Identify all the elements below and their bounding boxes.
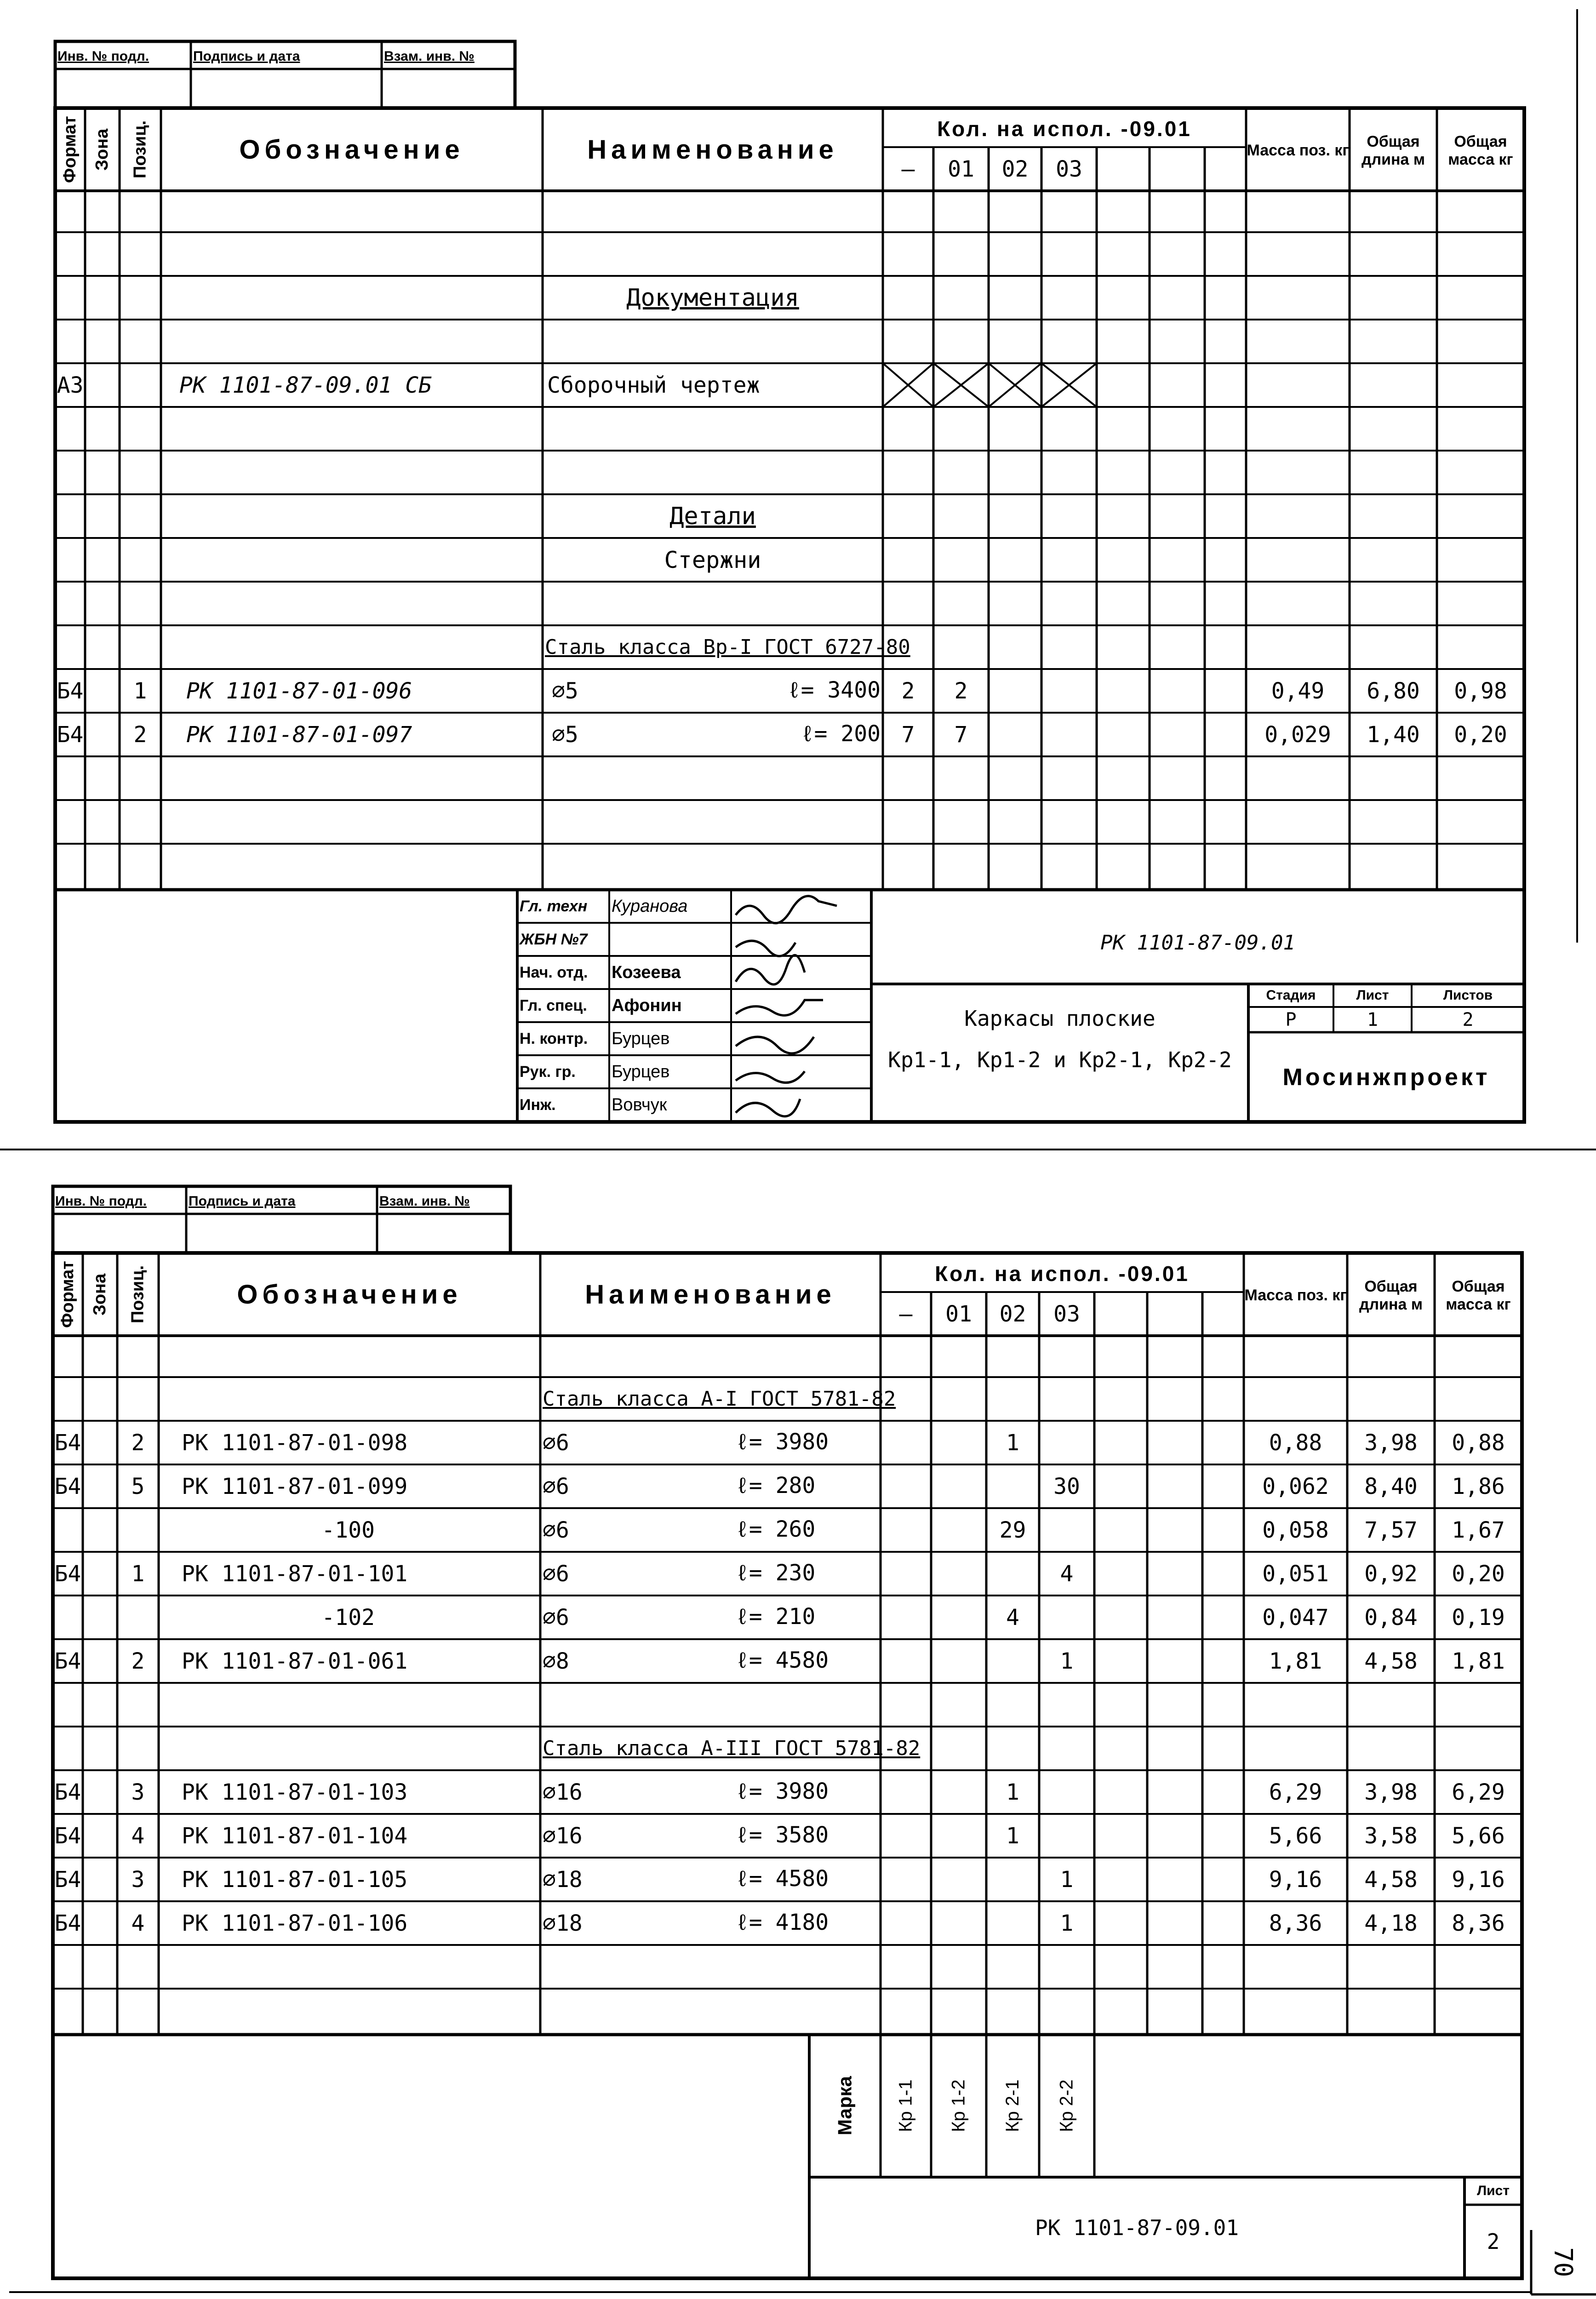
header-naimenovanie: Наименование	[585, 1279, 836, 1310]
section-documentation: Документация	[626, 284, 799, 312]
signer-name	[612, 923, 731, 956]
row-obmassa: 1,86	[1452, 1473, 1505, 1499]
row-length: ℓ= 3980	[736, 1429, 829, 1455]
row-obmassa: 0,19	[1452, 1604, 1505, 1630]
header-obmassa: Общая масса кг	[1448, 132, 1513, 168]
row-obmassa: 0,20	[1452, 1561, 1505, 1587]
header-oboznachenie: Обозначение	[239, 134, 464, 165]
row-length: ℓ= 260	[736, 1516, 816, 1542]
row-massa: 0,051	[1262, 1561, 1329, 1587]
row-massa: 8,36	[1269, 1910, 1322, 1936]
row-code: РК 1101-87-01-103	[182, 1779, 408, 1805]
row-format: Б4	[57, 678, 84, 704]
row-length: ℓ= 4580	[736, 1647, 829, 1673]
row-poz	[117, 1596, 159, 1639]
row-length: ℓ= 4180	[736, 1910, 829, 1935]
stamp-podpis-label: Подпись и дата	[193, 48, 300, 64]
row-qty-03: 30	[1053, 1473, 1080, 1499]
header-naimenovanie: Наименование	[587, 134, 838, 165]
header-poz: Позиц.	[130, 120, 150, 179]
row-name: ⌀8	[543, 1648, 569, 1674]
row-name: ⌀16	[543, 1823, 583, 1849]
row-poz: 3	[131, 1779, 145, 1805]
list-value: 2	[1487, 2229, 1500, 2254]
row-qty-02: 29	[999, 1517, 1026, 1543]
row-name: ⌀6	[543, 1430, 569, 1456]
row-code: -102	[321, 1604, 375, 1630]
row-dlina: 4,18	[1364, 1910, 1418, 1936]
row-qty-03	[1039, 1508, 1094, 1552]
row-dlina: 3,98	[1364, 1779, 1418, 1805]
header-format: Формат	[60, 116, 80, 183]
list-value: 1	[1367, 1009, 1379, 1030]
row-name: ⌀16	[543, 1779, 583, 1805]
row-length: ℓ= 4580	[736, 1866, 829, 1892]
row-code: РК 1101-87-01-061	[182, 1648, 408, 1674]
header-massa: Масса поз. кг	[1244, 1287, 1347, 1304]
page-number: 70	[1549, 2247, 1578, 2277]
listov-value: 2	[1462, 1009, 1474, 1030]
row-poz: 1	[133, 678, 147, 704]
row-dlina: 0,84	[1364, 1604, 1418, 1630]
row-qty-03: 4	[1060, 1561, 1074, 1587]
stamp-vzam-label: Взам. инв. №	[379, 1193, 470, 1209]
row-obmassa: 1,81	[1452, 1648, 1505, 1674]
header-col-02: 02	[999, 1301, 1026, 1327]
row-a3-format: А3	[57, 372, 84, 398]
row-format: Б4	[54, 1779, 81, 1805]
row-poz: 1	[131, 1561, 145, 1587]
header-col-03: 03	[1056, 156, 1082, 182]
row-name: ⌀5	[552, 678, 578, 704]
header-kol-title: Кол. на испол. -09.01	[937, 117, 1192, 141]
row-name: ⌀5	[552, 721, 578, 748]
row-format	[53, 1508, 83, 1552]
row-qty-base: 7	[901, 721, 915, 748]
header-massa: Масса поз. кг	[1247, 142, 1349, 159]
header-obmassa: Общая масса кг	[1446, 1277, 1511, 1313]
row-dlina: 7,57	[1364, 1517, 1418, 1543]
row-massa: 0,029	[1264, 721, 1331, 748]
row-qty-02: 1	[1006, 1823, 1019, 1849]
row-length: ℓ= 3580	[736, 1822, 829, 1848]
row-format: Б4	[54, 1866, 81, 1893]
row-format: Б4	[54, 1430, 81, 1456]
row-qty-02: 4	[1006, 1604, 1019, 1630]
signer-role: Гл. техн	[520, 897, 588, 915]
row-code: РК 1101-87-01-097	[186, 721, 412, 748]
row-qty-03	[1039, 1421, 1094, 1464]
doc-code: РК 1101-87-09.01	[1035, 2215, 1239, 2240]
row-code: РК 1101-87-01-101	[182, 1561, 408, 1587]
row-code: РК 1101-87-01-099	[182, 1473, 408, 1499]
row-qty-02: 1	[1006, 1779, 1019, 1805]
row-qty-02: 1	[1006, 1430, 1019, 1456]
row-qty-03	[1039, 1596, 1094, 1639]
row-length: ℓ= 210	[736, 1604, 816, 1630]
signer-name: Афонин	[612, 995, 682, 1015]
signer-name: Бурцев	[612, 1062, 670, 1081]
row-qty-02	[986, 1901, 1039, 1945]
row-obmassa: 1,67	[1452, 1517, 1505, 1543]
row-massa: 0,047	[1262, 1604, 1329, 1630]
row-massa: 0,058	[1262, 1517, 1329, 1543]
row-poz: 5	[131, 1473, 145, 1499]
header-zona: Зона	[90, 1273, 109, 1315]
mark-kr1-1: Кр 1-1	[895, 2079, 916, 2133]
header-oboznachenie: Обозначение	[237, 1279, 462, 1310]
row-a3-code: РК 1101-87-09.01 СБ	[179, 372, 432, 398]
row-dlina: 4,58	[1364, 1866, 1418, 1893]
row-qty-03	[1039, 1770, 1094, 1814]
title-line-2: Кр1-1, Кр1-2 и Кр2-1, Кр2-2	[888, 1047, 1232, 1072]
row-dlina: 8,40	[1364, 1473, 1418, 1499]
row-length: ℓ= 200	[801, 721, 881, 747]
header-col-01: 01	[948, 156, 974, 182]
row-qty-02	[986, 1639, 1039, 1683]
mark-kr1-2: Кр 1-2	[948, 2079, 969, 2133]
signer-name: Козеева	[612, 962, 681, 982]
row-obmassa: 9,16	[1452, 1866, 1505, 1893]
section-rods: Стержни	[664, 546, 761, 573]
marka-label: Марка	[834, 2076, 856, 2136]
row-format	[53, 1596, 83, 1639]
row-poz: 2	[131, 1430, 145, 1456]
row-qty-02	[986, 1464, 1039, 1508]
header-dlina: Общая длина м	[1359, 1277, 1423, 1313]
row-a3-name: Сборочный чертеж	[547, 372, 760, 398]
header-col-01: 01	[945, 1301, 972, 1327]
row-name: ⌀6	[543, 1604, 569, 1630]
doc-code: РК 1101-87-09.01	[1100, 931, 1295, 955]
row-obmassa: 0,88	[1452, 1430, 1505, 1456]
header-col-base: —	[901, 156, 915, 182]
signer-role: Гл. спец.	[520, 996, 587, 1014]
row-poz: 3	[131, 1866, 145, 1893]
stadiya-value: Р	[1285, 1009, 1297, 1030]
header-dlina: Общая длина м	[1361, 132, 1425, 168]
row-dlina: 1,40	[1367, 721, 1420, 748]
row-qty-03: 1	[1060, 1910, 1074, 1936]
signer-role: Нач. отд.	[520, 963, 588, 981]
row-format: Б4	[57, 721, 84, 748]
row-dlina: 0,92	[1364, 1561, 1418, 1587]
header-kol-title: Кол. на испол. -09.01	[935, 1262, 1190, 1286]
section-details: Детали	[669, 502, 756, 530]
row-obmassa: 0,98	[1454, 678, 1507, 704]
row-poz: 4	[131, 1823, 145, 1849]
row-qty-01: 7	[954, 721, 968, 748]
row-format: Б4	[54, 1910, 81, 1936]
header-zona: Зона	[92, 128, 112, 171]
row-massa: 0,88	[1269, 1430, 1322, 1456]
row-poz: 4	[131, 1910, 145, 1936]
header-poz: Позиц.	[128, 1265, 148, 1324]
row-name: ⌀6	[543, 1561, 569, 1587]
signer-role: Инж.	[520, 1096, 556, 1114]
row-qty-03: 1	[1060, 1648, 1074, 1674]
row-code: РК 1101-87-01-106	[182, 1910, 408, 1936]
row-qty-03	[1039, 1814, 1094, 1858]
row-qty-03: 1	[1060, 1866, 1074, 1893]
row-format: Б4	[54, 1823, 81, 1849]
row-code: -100	[321, 1517, 375, 1543]
signer-name: Куранова	[612, 896, 688, 916]
signer-role: Рук. гр.	[520, 1063, 576, 1081]
stamp-inv-podl-label: Инв. № подл.	[55, 1193, 147, 1209]
stamp-inv-podl-label: Инв. № подл.	[57, 48, 149, 64]
row-length: ℓ= 3400	[787, 677, 881, 703]
organization: Мосинжпроект	[1282, 1064, 1490, 1091]
mark-kr2-2: Кр 2-2	[1056, 2079, 1077, 2133]
row-format: Б4	[54, 1561, 81, 1587]
row-qty-02	[986, 1552, 1039, 1596]
row-dlina: 3,58	[1364, 1823, 1418, 1849]
steel-class-heading: Сталь класса Вр-I ГОСТ 6727-80	[545, 635, 910, 659]
signer-role: ЖБН №7	[520, 930, 588, 948]
row-massa: 1,81	[1269, 1648, 1322, 1674]
steel-class-heading: Сталь класса А-I ГОСТ 5781-82	[543, 1387, 896, 1411]
row-obmassa: 0,20	[1454, 721, 1507, 748]
title-line-1: Каркасы плоские	[964, 1006, 1156, 1031]
header-col-02: 02	[1001, 156, 1029, 182]
signer-role: Н. контр.	[520, 1029, 588, 1047]
row-massa: 0,062	[1262, 1473, 1329, 1499]
row-dlina: 3,98	[1364, 1430, 1418, 1456]
row-dlina: 6,80	[1367, 678, 1420, 704]
header-col-03: 03	[1053, 1301, 1080, 1327]
row-qty-base: 2	[901, 678, 915, 704]
row-code: РК 1101-87-01-098	[182, 1430, 408, 1456]
row-poz	[117, 1508, 159, 1552]
row-length: ℓ= 230	[736, 1560, 816, 1586]
list-label: Лист	[1356, 988, 1389, 1003]
stamp-podpis-label: Подпись и дата	[189, 1193, 296, 1209]
signer-name: Вовчук	[612, 1095, 667, 1115]
row-format: Б4	[54, 1648, 81, 1674]
row-obmassa: 6,29	[1452, 1779, 1505, 1805]
row-qty-02	[986, 1858, 1039, 1901]
row-length: ℓ= 280	[736, 1473, 816, 1498]
stadiya-label: Стадия	[1266, 988, 1316, 1003]
header-format: Формат	[58, 1261, 77, 1328]
row-name: ⌀6	[543, 1517, 569, 1543]
row-poz: 2	[133, 721, 147, 748]
row-code: РК 1101-87-01-105	[182, 1866, 408, 1893]
row-name: ⌀6	[543, 1473, 569, 1499]
row-name: ⌀18	[543, 1910, 583, 1936]
row-poz: 2	[131, 1648, 145, 1674]
steel-class-heading: Сталь класса А-III ГОСТ 5781-82	[543, 1737, 921, 1760]
row-massa: 5,66	[1269, 1823, 1322, 1849]
row-name: ⌀18	[543, 1866, 583, 1893]
listov-label: Листов	[1443, 988, 1493, 1003]
row-obmassa: 8,36	[1452, 1910, 1505, 1936]
stamp-vzam-label: Взам. инв. №	[384, 48, 475, 64]
signer-name: Бурцев	[612, 1029, 670, 1048]
row-qty-01: 2	[954, 678, 968, 704]
row-length: ℓ= 3980	[736, 1779, 829, 1804]
row-code: РК 1101-87-01-096	[186, 678, 412, 704]
list-label: Лист	[1477, 2183, 1510, 2198]
header-col-base: —	[899, 1301, 913, 1327]
row-massa: 9,16	[1269, 1866, 1322, 1893]
mark-kr2-1: Кр 2-1	[1002, 2079, 1023, 2133]
row-format: Б4	[54, 1473, 81, 1499]
row-code: РК 1101-87-01-104	[182, 1823, 408, 1849]
row-massa: 0,49	[1271, 678, 1325, 704]
row-massa: 6,29	[1269, 1779, 1322, 1805]
row-obmassa: 5,66	[1452, 1823, 1505, 1849]
row-dlina: 4,58	[1364, 1648, 1418, 1674]
